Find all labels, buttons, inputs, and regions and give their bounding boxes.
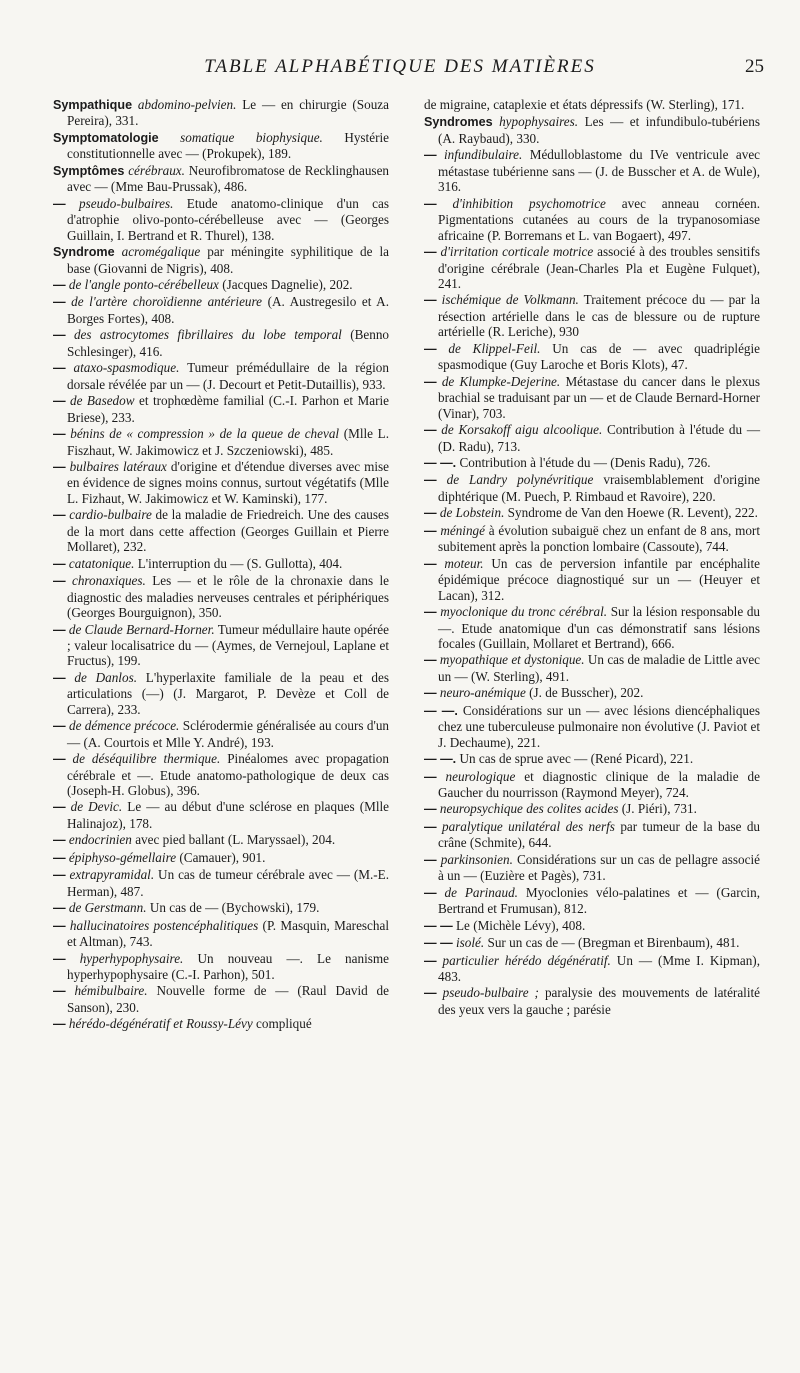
entry-text: Un cas de — avec quadriplégie spasmodique (Guy Laroche et Boris Klots), 47. bbox=[438, 340, 761, 373]
entry-sub: hypophysaires. bbox=[499, 114, 579, 130]
entry-lead: — bbox=[53, 833, 66, 848]
entry-sub: acromégalique bbox=[121, 244, 201, 260]
index-entry bbox=[53, 832, 389, 848]
entry-text: (P. Masquin, Mareschal et Altman), 743. bbox=[67, 917, 390, 950]
entry-lead: — — bbox=[424, 936, 453, 951]
index-entry bbox=[53, 130, 389, 162]
entry-text: Un cas de — (Bychowski), 179. bbox=[149, 900, 320, 916]
index-entry bbox=[424, 455, 760, 471]
entry-lead: — bbox=[53, 1017, 66, 1032]
entry-lead: — bbox=[53, 459, 66, 474]
entry-text: (Camauer), 901. bbox=[179, 849, 266, 865]
entry-text: Nouvelle forme de — (Raul David de Sanson), 230. bbox=[67, 983, 390, 1015]
entry-text: Un — (Mme I. Kipman), 483. bbox=[438, 952, 760, 985]
entry-lead: — bbox=[424, 556, 437, 571]
entry-sub: extrapyramidal. bbox=[69, 867, 155, 883]
entry-sub: de Claude Bernard-Horner. bbox=[68, 621, 215, 637]
entry-sub: ataxo-spasmodique. bbox=[73, 360, 180, 376]
index-entry bbox=[53, 426, 389, 458]
entry-lead: — bbox=[424, 341, 437, 356]
entry-lead: — bbox=[53, 394, 66, 409]
index-entry bbox=[424, 244, 760, 291]
entry-sub: épiphyso-gémellaire bbox=[68, 849, 177, 865]
index-entry bbox=[53, 573, 389, 620]
entry-lead: — — bbox=[424, 918, 453, 933]
index-entry bbox=[424, 918, 760, 934]
entry-text: Médulloblastome du IVe ventricule avec métastase tubérienne sans — (J. de Busscher et A. de Wule), 316. bbox=[438, 147, 761, 195]
index-entry bbox=[53, 751, 389, 798]
entry-text: Un cas de perversion infantile par encéphalite épidémique précoce diagnostiqué sur un — (Heuyer et Lacan), 312. bbox=[438, 555, 761, 603]
entry-lead: — bbox=[424, 986, 437, 1001]
entry-lead: — bbox=[424, 374, 437, 389]
entry-lead: — bbox=[53, 361, 66, 376]
entry-lead: — bbox=[53, 574, 66, 589]
entry-sub: chronaxiques. bbox=[71, 573, 146, 589]
entry-text: L'interruption du — (S. Gullotta), 404. bbox=[137, 555, 343, 571]
entry-sub: particulier hérédo dégénératif. bbox=[442, 952, 611, 968]
entry-text: Le (Michèle Lévy), 408. bbox=[455, 917, 586, 933]
index-entry bbox=[53, 556, 389, 572]
entry-text: paralysie des mouvements de latéralité des yeux vers la gauche ; parésie bbox=[438, 985, 761, 1017]
entry-sub: ischémique de Volkmann. bbox=[441, 292, 579, 308]
entry-sub: bénins de « compression » de la queue de cheval bbox=[70, 426, 340, 442]
index-entry bbox=[424, 292, 760, 339]
entry-lead: — bbox=[424, 245, 437, 260]
entry-sub: pseudo-bulbaire ; bbox=[442, 985, 539, 1001]
entry-text: avec anneau cornéen. Pigmentations cutanées au cours de la trypanosomiase africaine (P. Borremans et L. van Bogaert), 497. bbox=[438, 195, 761, 243]
entry-lead: — bbox=[424, 523, 437, 538]
entry-text: avec pied ballant (L. Maryssael), 204. bbox=[135, 832, 336, 848]
entry-text: Neurofibromatose de Recklinghausen avec — (Mme Bau-Prussak), 486. bbox=[67, 162, 390, 195]
entry-text: (J. de Busscher), 202. bbox=[529, 685, 644, 701]
running-header bbox=[0, 56, 800, 86]
entry-text: Tumeur médullaire haute opérée ; valeur localisatrice du — (Aymes, de Vernejoul, Laplane et Fructus), 199. bbox=[67, 621, 390, 669]
entry-text: (Jacques Dagnelie), 202. bbox=[222, 276, 353, 292]
index-entry bbox=[424, 341, 760, 373]
entry-text: Considérations sur un cas de pellagre associé à un — (Euzière et Pagès), 731. bbox=[438, 851, 760, 884]
entry-sub: de Klumpke-Dejerine. bbox=[441, 373, 561, 389]
entry-sub: hérédo-dégénératif et Roussy-Lévy bbox=[68, 1016, 253, 1032]
index-entry bbox=[424, 703, 760, 750]
index-entry bbox=[53, 918, 389, 950]
entry-text: Le — en chirurgie (Souza Pereira), 331. bbox=[67, 97, 389, 129]
entry-sub: d'inhibition psychomotrice bbox=[452, 195, 606, 211]
index-entry bbox=[53, 850, 389, 866]
index-entry bbox=[53, 294, 389, 326]
entry-sub: neuro-anémique bbox=[439, 685, 526, 701]
entry-sub: de Lobstein. bbox=[439, 505, 505, 521]
entry-sub: abdomino-pelvien. bbox=[137, 97, 237, 112]
entry-sub: hallucinatoires postencéphalitiques bbox=[69, 917, 259, 933]
index-entry bbox=[424, 652, 760, 684]
entry-text: Les — et le rôle de la chronaxie dans le diagnostic des maladies nerveuses centrales et périphériques (Georges Bourguignon), 350. bbox=[67, 573, 389, 621]
index-entry bbox=[424, 685, 760, 701]
index-entry bbox=[424, 523, 760, 555]
index-entry bbox=[424, 604, 760, 651]
entry-text: Un nouveau —. Le nanisme hyperhypophysaire (C.-I. Parhon), 501. bbox=[67, 950, 390, 983]
entry-sub: cardio-bulbaire bbox=[69, 507, 152, 523]
index-entry bbox=[53, 900, 389, 916]
index-entry bbox=[424, 985, 760, 1017]
entry-text: et trophœdème familial (C.-I. Parhon et Marie Briese), 233. bbox=[67, 393, 389, 425]
index-entry bbox=[53, 360, 389, 392]
entry-sub: cérébraux. bbox=[128, 162, 185, 178]
entry-lead: — bbox=[53, 277, 66, 292]
index-entry bbox=[53, 244, 389, 276]
entry-text: Myoclonies vélo-palatines et — (Garcin, Bertrand et Frumusan), 812. bbox=[438, 884, 760, 917]
entry-lead: — —. bbox=[424, 703, 458, 718]
left-column bbox=[53, 97, 389, 1034]
index-entry bbox=[424, 422, 760, 454]
entry-text: de migraine, cataplexie et états dépressifs (W. Sterling), 171. bbox=[424, 97, 745, 112]
index-entry bbox=[424, 769, 760, 801]
entry-lead: — bbox=[424, 852, 437, 867]
index-entry bbox=[53, 1016, 389, 1032]
entry-lead: — bbox=[424, 819, 437, 834]
entry-text: (J. Piéri), 731. bbox=[621, 801, 697, 817]
entry-lead: — bbox=[424, 769, 437, 784]
index-entry bbox=[424, 852, 760, 884]
entry-text: (A. Austregesilo et A. Borges Fortes), 408. bbox=[67, 294, 390, 326]
entry-lead: — bbox=[424, 473, 437, 488]
entry-sub: de Landry polynévritique bbox=[446, 472, 594, 488]
entry-sub: myopathique et dystonique. bbox=[439, 652, 585, 668]
entry-lead: — bbox=[53, 622, 66, 637]
entry-lead: — bbox=[53, 868, 66, 883]
entry-text: Contribution à l'étude du — (D. Radu), 713. bbox=[438, 422, 761, 454]
entry-sub: de Gerstmann. bbox=[68, 900, 147, 916]
entry-sub: de Devic. bbox=[70, 799, 123, 815]
entry-sub: paralytique unilatéral des nerfs bbox=[441, 818, 615, 834]
entry-lead: — bbox=[53, 752, 66, 767]
entry-text: Sur un cas de — (Bregman et Birenbaum), 481. bbox=[487, 935, 740, 951]
index-entry bbox=[53, 983, 389, 1015]
entry-text: L'hyperlaxite familiale de la peau et des articulations (—) (J. Margarot, P. Devèze et Coll de Carrera), 233. bbox=[67, 669, 389, 717]
entry-lead: — bbox=[424, 423, 437, 438]
entry-sub: hémibulbaire. bbox=[74, 983, 148, 999]
index-entry bbox=[424, 751, 760, 767]
entry-lead: — bbox=[424, 885, 437, 900]
entry-sub: parkinsonien. bbox=[440, 851, 513, 867]
entry-sub: isolé. bbox=[455, 935, 485, 951]
entry-text: Tumeur prémédullaire de la région dorsale révélée par un — (J. Decourt et Petit-Dutaillis), 933. bbox=[67, 360, 389, 392]
entry-sub: bulbaires latéraux bbox=[69, 458, 167, 474]
entry-text: Syndrome de Van den Hoewe (R. Levent), 222. bbox=[507, 505, 758, 521]
entry-sub: de Danlos. bbox=[74, 669, 137, 685]
entry-sub: de déséquilibre thermique. bbox=[72, 751, 221, 767]
entry-text: à évolution subaiguë chez un enfant de 8 ans, mort subitement après la ponction lombaire (Cassoute), 744. bbox=[438, 522, 760, 555]
entry-text: Le — au début d'une sclérose en plaques (Mlle Halinajoz), 178. bbox=[67, 799, 390, 831]
entry-text: compliqué bbox=[256, 1016, 312, 1032]
entry-text: de la maladie de Friedreich. Une des causes de la mort dans cette affection (Georges Guillain et Pierre Mollaret), 232. bbox=[67, 507, 390, 555]
entry-text: Métastase du cancer dans le plexus brachial se traduisant par un — et de Claude Bernard-Horner (Vinar), 703. bbox=[438, 373, 761, 421]
index-entry bbox=[53, 951, 389, 983]
entry-lead: — bbox=[53, 295, 66, 310]
entry-lead: Sympathique bbox=[53, 98, 133, 112]
page-number: 25 bbox=[745, 56, 764, 77]
entry-sub: méningé bbox=[440, 522, 486, 538]
index-entry bbox=[424, 801, 760, 817]
entry-sub: hyperhypophysaire. bbox=[79, 950, 184, 966]
index-entry bbox=[424, 374, 760, 421]
entry-lead: — bbox=[424, 148, 437, 163]
index-entry bbox=[424, 196, 760, 243]
entry-sub: d'irritation corticale motrice bbox=[440, 244, 594, 260]
entry-lead: Symptômes bbox=[53, 163, 125, 178]
entry-text: Un cas de maladie de Little avec un — (W. Sterling), 491. bbox=[438, 652, 761, 684]
entry-sub: de l'angle ponto-cérébelleux bbox=[68, 276, 219, 292]
entry-lead: — —. bbox=[424, 455, 457, 470]
index-entry bbox=[424, 114, 760, 146]
index-entry bbox=[53, 393, 389, 425]
entry-lead: — bbox=[53, 901, 66, 916]
index-entry bbox=[53, 163, 389, 195]
entry-sub: moteur. bbox=[444, 555, 484, 571]
entry-text: Sur la lésion responsable du —. Etude anatomique d'un cas démonstratif sans lésions focales (Guillain, Mollaret et Bertrand), 666. bbox=[438, 604, 761, 651]
entry-text: Contribution à l'étude du — (Denis Radu), 726. bbox=[459, 454, 711, 470]
entry-sub: de démence précoce. bbox=[68, 718, 180, 734]
entry-text: Considérations sur un — avec lésions diencéphaliques chez une tuberculeuse pulmonaire non évolutive (J. Paviot et J. Dechaume), 221. bbox=[438, 702, 760, 750]
entry-text: Les — et infundibulo-tubériens (A. Raybaud), 330. bbox=[438, 114, 761, 146]
entry-text: Un cas de tumeur cérébrale avec — (M.-E. Herman), 487. bbox=[67, 867, 390, 899]
entry-text: Hystérie constitutionnelle avec — (Prokupek), 189. bbox=[67, 129, 389, 162]
index-entry bbox=[53, 799, 389, 831]
index-entry bbox=[53, 459, 389, 506]
entry-sub: de l'artère choroïdienne antérieure bbox=[71, 294, 263, 310]
entry-lead: — bbox=[53, 328, 66, 343]
entry-lead: — bbox=[53, 670, 66, 685]
index-entry bbox=[53, 277, 389, 293]
entry-lead: — bbox=[424, 802, 437, 817]
index-entry bbox=[53, 97, 389, 129]
entry-text: associé à des troubles sensitifs d'origine cérébrale (Jean-Charles Pla et Eugène Fulquet), 241. bbox=[438, 244, 760, 291]
entry-text: vraisemblablement d'origine diphtérique (M. Puech, P. Rimbaud et Ravoire), 220. bbox=[438, 472, 761, 504]
index-entry bbox=[424, 97, 760, 113]
entry-text: Sclérodermie généralisée au cours d'un — (A. Courtois et Mlle Y. André), 193. bbox=[67, 718, 390, 750]
entry-sub: neurologique bbox=[445, 768, 516, 784]
entry-sub: de Klippel-Feil. bbox=[448, 340, 541, 356]
entry-lead: — bbox=[424, 196, 437, 211]
index-entry bbox=[424, 472, 760, 504]
entry-sub: des astrocytomes fibrillaires du lobe temporal bbox=[73, 327, 342, 343]
entry-text: par tumeur de la base du crâne (Schmite), 644. bbox=[438, 818, 761, 851]
entry-text: (Benno Schlesinger), 416. bbox=[67, 327, 390, 359]
entry-lead: — bbox=[424, 605, 437, 620]
index-entry bbox=[424, 505, 760, 521]
index-entry bbox=[424, 953, 760, 985]
right-column bbox=[424, 97, 760, 1018]
index-entry bbox=[424, 819, 760, 851]
entry-lead: — bbox=[424, 506, 437, 521]
index-entry bbox=[53, 867, 389, 899]
entry-sub: de Korsakoff aigu alcoolique. bbox=[441, 422, 603, 438]
entry-lead: — bbox=[424, 953, 437, 968]
index-entry bbox=[53, 622, 389, 669]
entry-lead: — bbox=[53, 984, 66, 999]
entry-text: et diagnostic clinique de la maladie de Gaucher du nourrisson (Raymond Meyer), 724. bbox=[438, 768, 761, 801]
entry-sub: infundibulaire. bbox=[444, 147, 523, 163]
index-entry bbox=[424, 556, 760, 603]
entry-lead: Syndrome bbox=[53, 245, 115, 260]
entry-lead: — bbox=[424, 686, 437, 701]
entry-lead: — bbox=[53, 800, 66, 815]
entry-lead: — bbox=[424, 653, 437, 668]
index-entry bbox=[424, 147, 760, 194]
index-entry bbox=[53, 670, 389, 717]
index-entry bbox=[53, 718, 389, 750]
entry-text: (Mlle L. Fiszhaut, W. Jakimowicz et J. Szczeniowski), 485. bbox=[67, 426, 390, 458]
entry-text: Traitement précoce du — par la résection artérielle dans le cas de blessure ou de rupture artérielle (R. Leriche), 930 bbox=[438, 292, 761, 340]
entry-lead: Symptomatologie bbox=[53, 130, 159, 145]
entry-text: Etude anatomo-clinique d'un cas d'atrophie olivo-ponto-cérébelleuse avec — (Georges Guillain, I. Bertrand et R. Thurel), 138. bbox=[67, 195, 390, 243]
entry-sub: myoclonique du tronc cérébral. bbox=[440, 604, 608, 620]
entry-sub: somatique biophysique. bbox=[180, 129, 323, 145]
entry-text: Un cas de sprue avec — (René Picard), 221. bbox=[459, 751, 694, 767]
entry-lead: — bbox=[53, 196, 66, 211]
entry-text: d'origine et d'étendue diverses avec mise en évidence de signes moins connus, surtout végétatifs (Mlle L. Fizhaut, W. Jakimowicz et W. Kaminski), 177. bbox=[67, 458, 390, 506]
entry-sub: de Parinaud. bbox=[444, 884, 518, 900]
entry-sub: catatonique. bbox=[68, 555, 135, 571]
entry-lead: — —. bbox=[424, 752, 457, 767]
index-entry bbox=[53, 507, 389, 554]
entry-lead: — bbox=[53, 556, 66, 571]
entry-lead: — bbox=[53, 427, 66, 442]
index-entry bbox=[424, 935, 760, 951]
entry-sub: de Basedow bbox=[70, 393, 135, 409]
entry-lead: — bbox=[53, 850, 66, 865]
entry-text: Pinéalomes avec propagation cérébrale et —. Etude anatomo-pathologique de deux cas (Joseph-H. Globus), 396. bbox=[67, 751, 389, 799]
entry-sub: pseudo-bulbaires. bbox=[79, 195, 174, 211]
header-title: TABLE ALPHABÉTIQUE DES MATIÈRES bbox=[204, 56, 596, 77]
entry-sub: endocrinien bbox=[68, 832, 132, 848]
entry-lead: — bbox=[53, 951, 66, 966]
index-entry bbox=[53, 196, 389, 243]
entry-lead: — bbox=[53, 719, 66, 734]
index-entry bbox=[53, 327, 389, 359]
entry-lead: — bbox=[424, 293, 437, 308]
entry-text: par méningite syphilitique de la base (Giovanni de Nigris), 408. bbox=[67, 244, 390, 276]
index-entry bbox=[424, 885, 760, 917]
entry-lead: — bbox=[53, 918, 66, 933]
entry-lead: — bbox=[53, 508, 66, 523]
entry-lead: Syndromes bbox=[424, 115, 493, 130]
entry-sub: neuropsychique des colites acides bbox=[439, 801, 619, 817]
